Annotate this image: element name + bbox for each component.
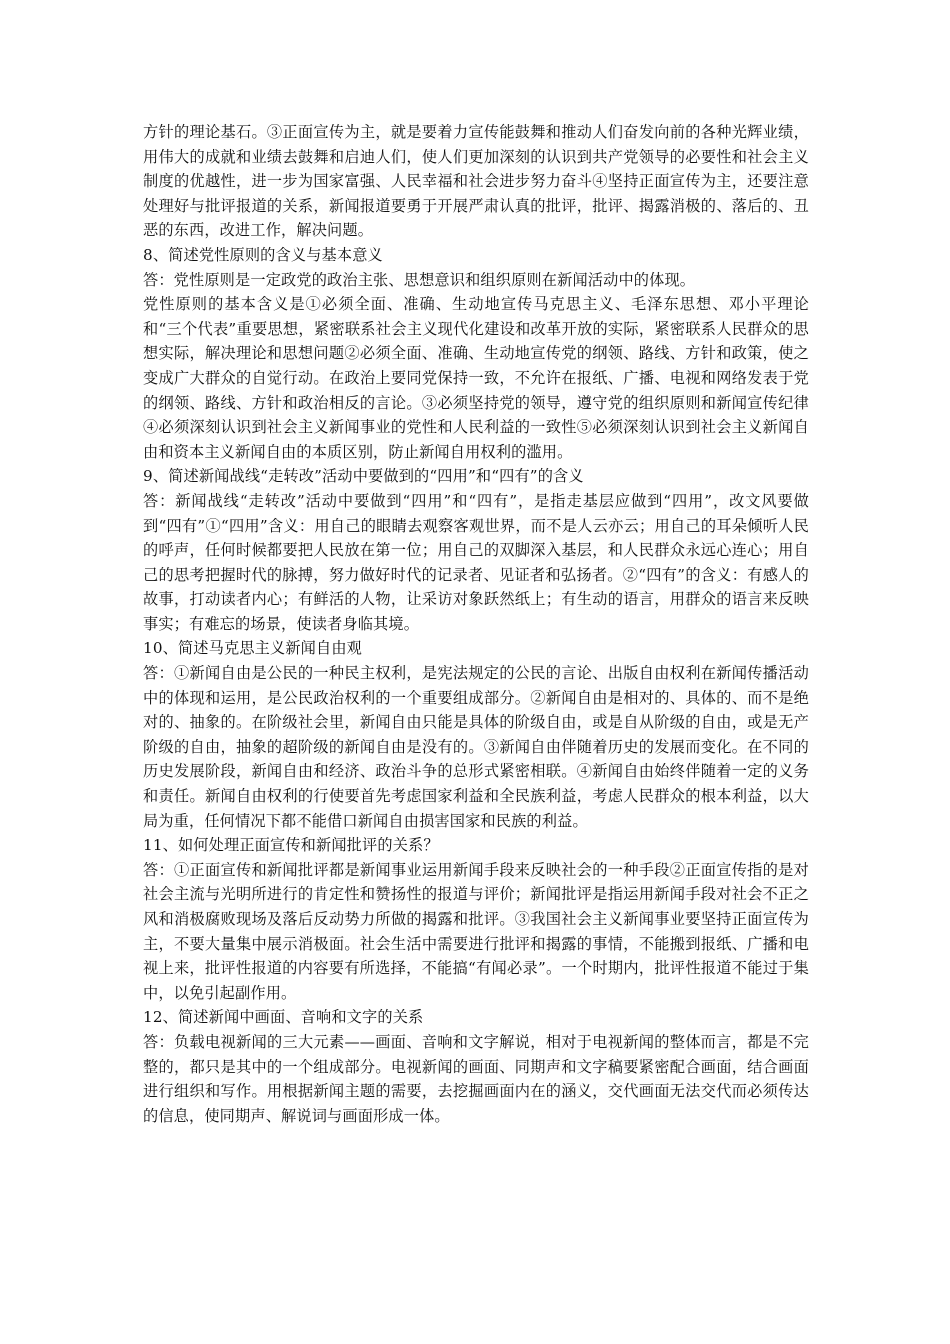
- answer-11: 答：①正面宣传和新闻批评都是新闻事业运用新闻手段来反映社会的一种手段②正面宣传指的是对社会主流与光明所进行的肯定性和赞扬性的报道与评价；新闻批评是指运用新闻手段对社会不正之风和消极腐败现场及落后反动势力所做的揭露和批评。③我国社会主义新闻事业要坚持正面宣传为主，不要大量集中展示消极面。社会生活中需要进行批评和揭露的事情，不能搬到报纸、广播和电视上来，批评性报道的内容要有所选择，不能搞“有闻必录”。一个时期内，批评性报道不能过于集中，以免引起副作用。: [143, 860, 809, 1002]
- document-body: [143, 120, 809, 1128]
- answer-8-definition: 答：党性原则是一定政党的政治主张、思想意识和组织原则在新闻活动中的体现。: [143, 270, 696, 289]
- answer-12: 答：负载电视新闻的三大元素——画面、音响和文字解说，相对于电视新闻的整体而言，都是不完整的，都只是其中的一个组成部分。电视新闻的画面、同期声和文字稿要紧密配合画面，结合画面进行组织和写作。用根据新闻主题的需要，去挖掘画面内在的涵义，交代画面无法交代而必须传达的信息，使同期声、解说词与画面形成一体。: [143, 1032, 809, 1125]
- question-heading-8: 8、简述党性原则的含义与基本意义: [143, 245, 383, 264]
- paragraph-opening: 方针的理论基石。③正面宣传为主，就是要着力宣传能鼓舞和推动人们奋发向前的各种光辉业绩，用伟大的成就和业绩去鼓舞和启迪人们，使人们更加深刻的认识到共产党领导的必要性和社会主义制度的优越性，进一步为国家富强、人民幸福和社会进步努力奋斗④坚持正面宣传为主，还要注意处理好与批评报道的关系，新闻报道要勇于开展严肃认真的批评，批评、揭露消极的、落后的、丑恶的东西，改进工作，解决问题。: [143, 123, 809, 240]
- question-heading-9: 9、简述新闻战线“走转改”活动中要做到的“四用”和“四有”的含义: [143, 467, 584, 486]
- question-heading-12: 12、简述新闻中画面、音响和文字的关系: [143, 1008, 424, 1027]
- question-heading-11: 11、如何处理正面宣传和新闻批评的关系？: [143, 836, 439, 855]
- question-heading-10: 10、简述马克思主义新闻自由观: [143, 639, 363, 658]
- answer-8-meaning: 党性原则的基本含义是①必须全面、准确、生动地宣传马克思主义、毛泽东思想、邓小平理论和“三个代表”重要思想，紧密联系社会主义现代化建设和改革开放的实际，紧密联系人民群众的思想实际，解决理论和思想问题②必须全面、准确、生动地宣传党的纲领、路线、方针和政策，使之变成广大群众的自觉行动。在政治上要同党保持一致，不允许在报纸、广播、电视和网络发表于党的纲领、路线、方针和政治相反的言论。③必须坚持党的领导，遵守党的组织原则和新闻宣传纪律④必须深刻认识到社会主义新闻事业的党性和人民利益的一致性⑤必须深刻认识到社会主义新闻自由和资本主义新闻自由的本质区别，防止新闻自用权利的滥用。: [143, 295, 809, 461]
- answer-9: 答：新闻战线“走转改”活动中要做到“四用”和“四有”，是指走基层应做到“四用”，改文风要做到“四有”①“四用”含义：用自己的眼睛去观察客观世界，而不是人云亦云；用自己的耳朵倾听人民的呼声，任何时候都要把人民放在第一位；用自己的双脚深入基层，和人民群众永远心连心；用自己的思考把握时代的脉搏，努力做好时代的记录者、见证者和弘扬者。②“四有”的含义：有感人的故事，打动读者内心；有鲜活的人物，让采访对象跃然纸上；有生动的语言，用群众的语言来反映事实；有难忘的场景，使读者身临其境。: [143, 491, 809, 633]
- answer-10: 答：①新闻自由是公民的一种民主权利，是宪法规定的公民的言论、出版自由权利在新闻传播活动中的体现和运用，是公民政治权利的一个重要组成部分。②新闻自由是相对的、具体的、而不是绝对的、抽象的。在阶级社会里，新闻自由只能是具体的阶级自由，或是自从阶级的自由，或是无产阶级的自由，抽象的超阶级的新闻自由是没有的。③新闻自由伴随着历史的发展而变化。在不同的历史发展阶段，新闻自由和经济、政治斗争的总形式紧密相联。④新闻自由始终伴随着一定的义务和责任。新闻自由权利的行使要首先考虑国家利益和全民族利益，考虑人民群众的根本利益，以大局为重，任何情况下都不能借口新闻自由损害国家和民族的利益。: [143, 664, 809, 830]
